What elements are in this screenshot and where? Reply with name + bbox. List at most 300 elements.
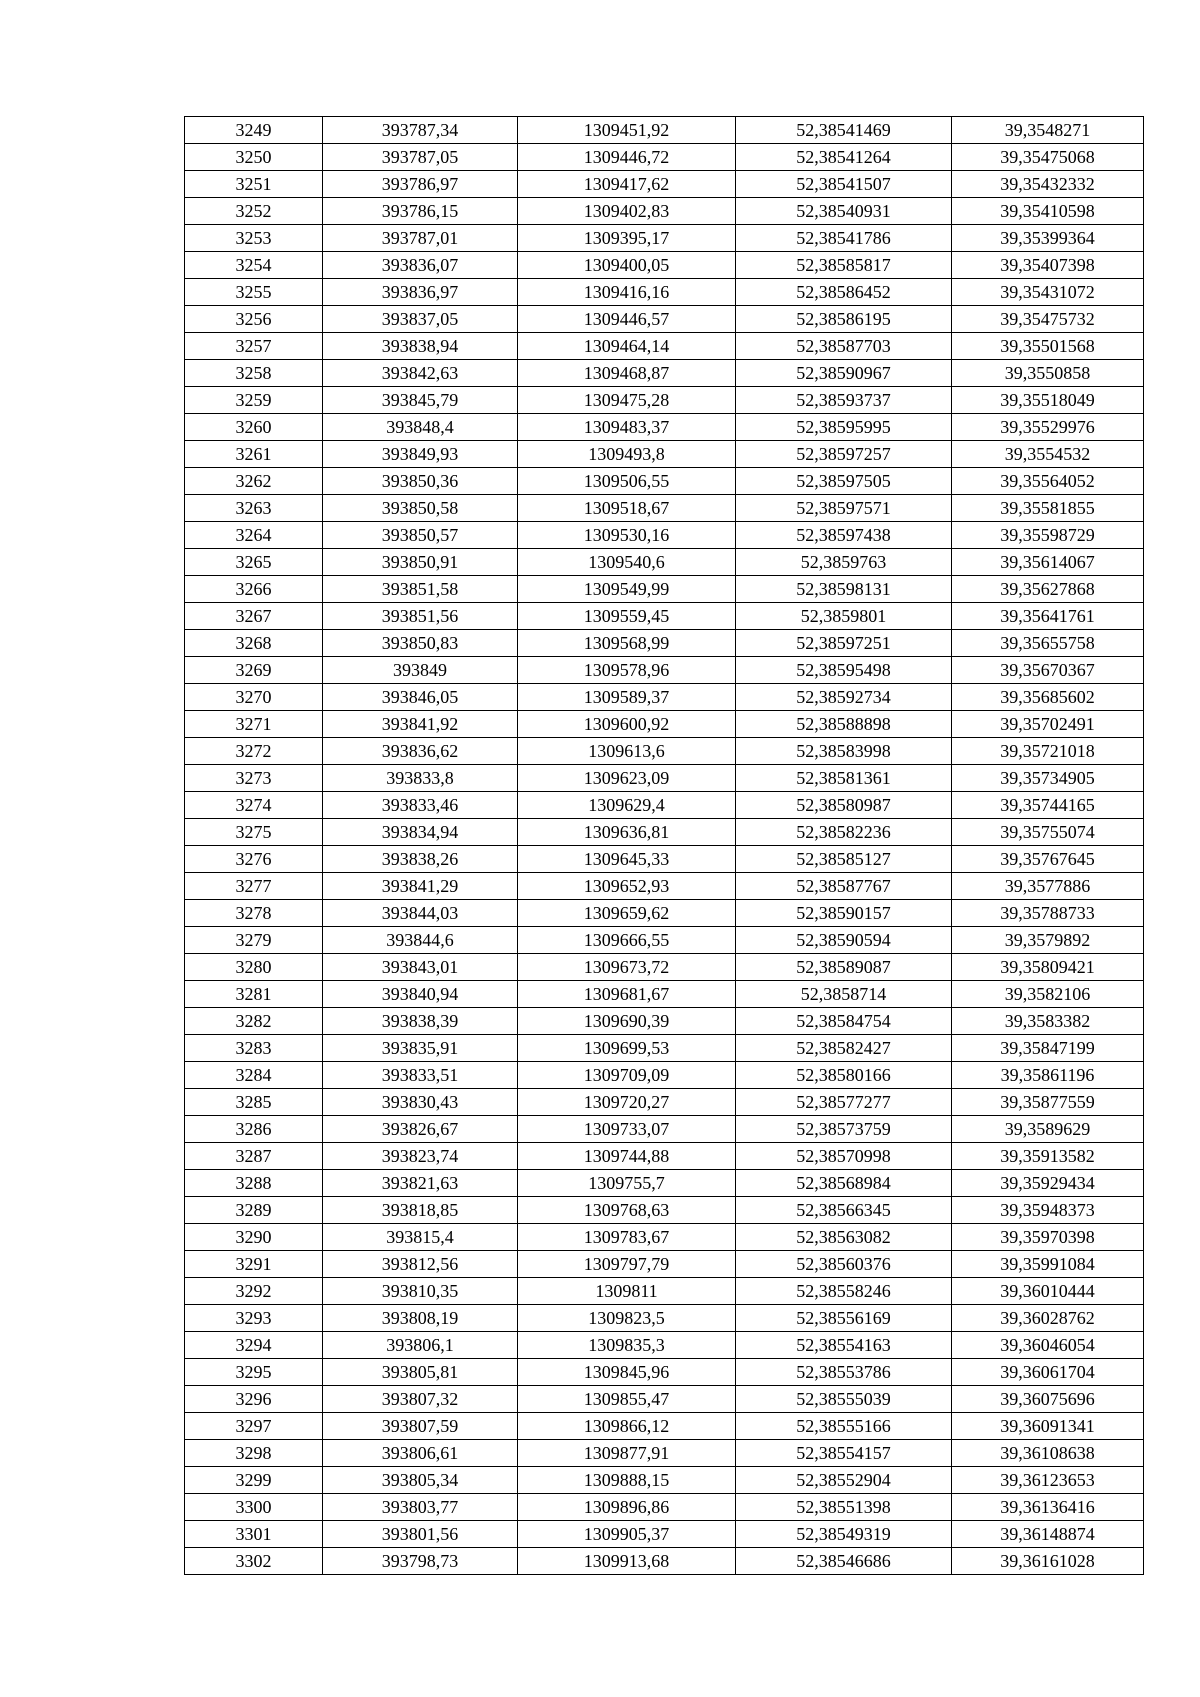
x-coordinate-cell: 393807,59: [323, 1413, 518, 1440]
point-number-cell: 3297: [185, 1413, 323, 1440]
latitude-cell: 52,38560376: [736, 1251, 952, 1278]
point-number-cell: 3265: [185, 549, 323, 576]
y-coordinate-cell: 1309530,16: [518, 522, 736, 549]
point-number-cell: 3268: [185, 630, 323, 657]
x-coordinate-cell: 393850,57: [323, 522, 518, 549]
x-coordinate-cell: 393836,97: [323, 279, 518, 306]
y-coordinate-cell: 1309629,4: [518, 792, 736, 819]
y-coordinate-cell: 1309681,67: [518, 981, 736, 1008]
x-coordinate-cell: 393823,74: [323, 1143, 518, 1170]
latitude-cell: 52,38597257: [736, 441, 952, 468]
longitude-cell: 39,36061704: [952, 1359, 1144, 1386]
y-coordinate-cell: 1309720,27: [518, 1089, 736, 1116]
latitude-cell: 52,38541507: [736, 171, 952, 198]
point-number-cell: 3253: [185, 225, 323, 252]
x-coordinate-cell: 393805,34: [323, 1467, 518, 1494]
table-row: [185, 1143, 1144, 1170]
x-coordinate-cell: 393844,03: [323, 900, 518, 927]
latitude-cell: 52,38577277: [736, 1089, 952, 1116]
latitude-cell: 52,38597571: [736, 495, 952, 522]
x-coordinate-cell: 393812,56: [323, 1251, 518, 1278]
latitude-cell: 52,38590967: [736, 360, 952, 387]
x-coordinate-cell: 393818,85: [323, 1197, 518, 1224]
table-row: [185, 414, 1144, 441]
table-row: [185, 117, 1144, 144]
point-number-cell: 3269: [185, 657, 323, 684]
table-row: [185, 279, 1144, 306]
longitude-cell: 39,3579892: [952, 927, 1144, 954]
x-coordinate-cell: 393833,51: [323, 1062, 518, 1089]
y-coordinate-cell: 1309877,91: [518, 1440, 736, 1467]
table-row: [185, 171, 1144, 198]
x-coordinate-cell: 393835,91: [323, 1035, 518, 1062]
y-coordinate-cell: 1309896,86: [518, 1494, 736, 1521]
longitude-cell: 39,3550858: [952, 360, 1144, 387]
point-number-cell: 3273: [185, 765, 323, 792]
point-number-cell: 3295: [185, 1359, 323, 1386]
latitude-cell: 52,38546686: [736, 1548, 952, 1575]
latitude-cell: 52,38583998: [736, 738, 952, 765]
longitude-cell: 39,35861196: [952, 1062, 1144, 1089]
table-row: [185, 1359, 1144, 1386]
point-number-cell: 3290: [185, 1224, 323, 1251]
y-coordinate-cell: 1309733,07: [518, 1116, 736, 1143]
latitude-cell: 52,38589087: [736, 954, 952, 981]
x-coordinate-cell: 393833,8: [323, 765, 518, 792]
longitude-cell: 39,35501568: [952, 333, 1144, 360]
y-coordinate-cell: 1309659,62: [518, 900, 736, 927]
longitude-cell: 39,36091341: [952, 1413, 1144, 1440]
x-coordinate-cell: 393851,58: [323, 576, 518, 603]
x-coordinate-cell: 393830,43: [323, 1089, 518, 1116]
longitude-cell: 39,35767645: [952, 846, 1144, 873]
y-coordinate-cell: 1309823,5: [518, 1305, 736, 1332]
table-row: [185, 792, 1144, 819]
longitude-cell: 39,35877559: [952, 1089, 1144, 1116]
point-number-cell: 3287: [185, 1143, 323, 1170]
longitude-cell: 39,36046054: [952, 1332, 1144, 1359]
table-row: [185, 495, 1144, 522]
latitude-cell: 52,38570998: [736, 1143, 952, 1170]
longitude-cell: 39,35788733: [952, 900, 1144, 927]
x-coordinate-cell: 393787,05: [323, 144, 518, 171]
longitude-cell: 39,36010444: [952, 1278, 1144, 1305]
point-number-cell: 3264: [185, 522, 323, 549]
latitude-cell: 52,38541469: [736, 117, 952, 144]
x-coordinate-cell: 393836,07: [323, 252, 518, 279]
point-number-cell: 3292: [185, 1278, 323, 1305]
point-number-cell: 3254: [185, 252, 323, 279]
latitude-cell: 52,38568984: [736, 1170, 952, 1197]
longitude-cell: 39,35581855: [952, 495, 1144, 522]
point-number-cell: 3302: [185, 1548, 323, 1575]
y-coordinate-cell: 1309506,55: [518, 468, 736, 495]
longitude-cell: 39,3554532: [952, 441, 1144, 468]
x-coordinate-cell: 393786,97: [323, 171, 518, 198]
latitude-cell: 52,38595995: [736, 414, 952, 441]
x-coordinate-cell: 393803,77: [323, 1494, 518, 1521]
longitude-cell: 39,35518049: [952, 387, 1144, 414]
point-number-cell: 3271: [185, 711, 323, 738]
latitude-cell: 52,38581361: [736, 765, 952, 792]
table-row: [185, 522, 1144, 549]
y-coordinate-cell: 1309905,37: [518, 1521, 736, 1548]
longitude-cell: 39,36161028: [952, 1548, 1144, 1575]
table-row: [185, 468, 1144, 495]
latitude-cell: 52,3859801: [736, 603, 952, 630]
x-coordinate-cell: 393851,56: [323, 603, 518, 630]
x-coordinate-cell: 393845,79: [323, 387, 518, 414]
y-coordinate-cell: 1309613,6: [518, 738, 736, 765]
longitude-cell: 39,35970398: [952, 1224, 1144, 1251]
longitude-cell: 39,35475732: [952, 306, 1144, 333]
point-number-cell: 3259: [185, 387, 323, 414]
table-row: [185, 333, 1144, 360]
longitude-cell: 39,36108638: [952, 1440, 1144, 1467]
longitude-cell: 39,36148874: [952, 1521, 1144, 1548]
longitude-cell: 39,3583382: [952, 1008, 1144, 1035]
table-row: [185, 1035, 1144, 1062]
y-coordinate-cell: 1309690,39: [518, 1008, 736, 1035]
longitude-cell: 39,36028762: [952, 1305, 1144, 1332]
point-number-cell: 3296: [185, 1386, 323, 1413]
y-coordinate-cell: 1309755,7: [518, 1170, 736, 1197]
longitude-cell: 39,35744165: [952, 792, 1144, 819]
x-coordinate-cell: 393843,01: [323, 954, 518, 981]
x-coordinate-cell: 393821,63: [323, 1170, 518, 1197]
x-coordinate-cell: 393837,05: [323, 306, 518, 333]
latitude-cell: 52,3858714: [736, 981, 952, 1008]
latitude-cell: 52,38586195: [736, 306, 952, 333]
latitude-cell: 52,38563082: [736, 1224, 952, 1251]
y-coordinate-cell: 1309866,12: [518, 1413, 736, 1440]
point-number-cell: 3277: [185, 873, 323, 900]
longitude-cell: 39,35913582: [952, 1143, 1144, 1170]
x-coordinate-cell: 393844,6: [323, 927, 518, 954]
latitude-cell: 52,38584754: [736, 1008, 952, 1035]
latitude-cell: 52,38587767: [736, 873, 952, 900]
longitude-cell: 39,3548271: [952, 117, 1144, 144]
table-row: [185, 765, 1144, 792]
point-number-cell: 3255: [185, 279, 323, 306]
latitude-cell: 52,38597505: [736, 468, 952, 495]
table-row: [185, 1008, 1144, 1035]
latitude-cell: 52,3859763: [736, 549, 952, 576]
latitude-cell: 52,38558246: [736, 1278, 952, 1305]
y-coordinate-cell: 1309451,92: [518, 117, 736, 144]
point-number-cell: 3282: [185, 1008, 323, 1035]
latitude-cell: 52,38593737: [736, 387, 952, 414]
y-coordinate-cell: 1309416,16: [518, 279, 736, 306]
y-coordinate-cell: 1309475,28: [518, 387, 736, 414]
longitude-cell: 39,35407398: [952, 252, 1144, 279]
x-coordinate-cell: 393838,39: [323, 1008, 518, 1035]
latitude-cell: 52,38554157: [736, 1440, 952, 1467]
point-number-cell: 3284: [185, 1062, 323, 1089]
point-number-cell: 3298: [185, 1440, 323, 1467]
y-coordinate-cell: 1309636,81: [518, 819, 736, 846]
point-number-cell: 3274: [185, 792, 323, 819]
x-coordinate-cell: 393787,34: [323, 117, 518, 144]
x-coordinate-cell: 393838,26: [323, 846, 518, 873]
longitude-cell: 39,36136416: [952, 1494, 1144, 1521]
point-number-cell: 3260: [185, 414, 323, 441]
point-number-cell: 3266: [185, 576, 323, 603]
latitude-cell: 52,38555039: [736, 1386, 952, 1413]
table-row: [185, 846, 1144, 873]
table-row: [185, 603, 1144, 630]
x-coordinate-cell: 393810,35: [323, 1278, 518, 1305]
x-coordinate-cell: 393826,67: [323, 1116, 518, 1143]
x-coordinate-cell: 393850,58: [323, 495, 518, 522]
y-coordinate-cell: 1309811: [518, 1278, 736, 1305]
y-coordinate-cell: 1309446,57: [518, 306, 736, 333]
table-row: [185, 306, 1144, 333]
table-row: [185, 981, 1144, 1008]
table-row: [185, 1494, 1144, 1521]
table-row: [185, 1413, 1144, 1440]
point-number-cell: 3261: [185, 441, 323, 468]
latitude-cell: 52,38587703: [736, 333, 952, 360]
y-coordinate-cell: 1309483,37: [518, 414, 736, 441]
table-row: [185, 900, 1144, 927]
latitude-cell: 52,38549319: [736, 1521, 952, 1548]
x-coordinate-cell: 393850,83: [323, 630, 518, 657]
point-number-cell: 3299: [185, 1467, 323, 1494]
latitude-cell: 52,38597438: [736, 522, 952, 549]
longitude-cell: 39,35721018: [952, 738, 1144, 765]
longitude-cell: 39,35627868: [952, 576, 1144, 603]
longitude-cell: 39,35431072: [952, 279, 1144, 306]
latitude-cell: 52,38590594: [736, 927, 952, 954]
x-coordinate-cell: 393840,94: [323, 981, 518, 1008]
y-coordinate-cell: 1309744,88: [518, 1143, 736, 1170]
table-row: [185, 225, 1144, 252]
y-coordinate-cell: 1309888,15: [518, 1467, 736, 1494]
table-row: [185, 360, 1144, 387]
y-coordinate-cell: 1309589,37: [518, 684, 736, 711]
x-coordinate-cell: 393806,1: [323, 1332, 518, 1359]
table-row: [185, 549, 1144, 576]
y-coordinate-cell: 1309417,62: [518, 171, 736, 198]
x-coordinate-cell: 393848,4: [323, 414, 518, 441]
table-row: [185, 684, 1144, 711]
point-number-cell: 3278: [185, 900, 323, 927]
longitude-cell: 39,35847199: [952, 1035, 1144, 1062]
x-coordinate-cell: 393801,56: [323, 1521, 518, 1548]
y-coordinate-cell: 1309652,93: [518, 873, 736, 900]
point-number-cell: 3276: [185, 846, 323, 873]
point-number-cell: 3288: [185, 1170, 323, 1197]
point-number-cell: 3283: [185, 1035, 323, 1062]
y-coordinate-cell: 1309709,09: [518, 1062, 736, 1089]
y-coordinate-cell: 1309518,67: [518, 495, 736, 522]
point-number-cell: 3289: [185, 1197, 323, 1224]
y-coordinate-cell: 1309645,33: [518, 846, 736, 873]
table-row: [185, 1062, 1144, 1089]
x-coordinate-cell: 393787,01: [323, 225, 518, 252]
table-body: [185, 117, 1144, 1575]
table-row: [185, 1440, 1144, 1467]
latitude-cell: 52,38566345: [736, 1197, 952, 1224]
point-number-cell: 3249: [185, 117, 323, 144]
table-row: [185, 1548, 1144, 1575]
point-number-cell: 3291: [185, 1251, 323, 1278]
table-row: [185, 1116, 1144, 1143]
table-row: [185, 711, 1144, 738]
latitude-cell: 52,38595498: [736, 657, 952, 684]
longitude-cell: 39,35564052: [952, 468, 1144, 495]
latitude-cell: 52,38573759: [736, 1116, 952, 1143]
x-coordinate-cell: 393842,63: [323, 360, 518, 387]
point-number-cell: 3279: [185, 927, 323, 954]
longitude-cell: 39,35399364: [952, 225, 1144, 252]
x-coordinate-cell: 393846,05: [323, 684, 518, 711]
longitude-cell: 39,35670367: [952, 657, 1144, 684]
y-coordinate-cell: 1309446,72: [518, 144, 736, 171]
y-coordinate-cell: 1309540,6: [518, 549, 736, 576]
longitude-cell: 39,3582106: [952, 981, 1144, 1008]
y-coordinate-cell: 1309400,05: [518, 252, 736, 279]
y-coordinate-cell: 1309568,99: [518, 630, 736, 657]
y-coordinate-cell: 1309699,53: [518, 1035, 736, 1062]
table-row: [185, 1305, 1144, 1332]
table-row: [185, 738, 1144, 765]
y-coordinate-cell: 1309797,79: [518, 1251, 736, 1278]
x-coordinate-cell: 393841,29: [323, 873, 518, 900]
table-row: [185, 1467, 1144, 1494]
latitude-cell: 52,38588898: [736, 711, 952, 738]
latitude-cell: 52,38580166: [736, 1062, 952, 1089]
table-row: [185, 1251, 1144, 1278]
table-row: [185, 927, 1144, 954]
point-number-cell: 3256: [185, 306, 323, 333]
x-coordinate-cell: 393849,93: [323, 441, 518, 468]
x-coordinate-cell: 393807,32: [323, 1386, 518, 1413]
latitude-cell: 52,38556169: [736, 1305, 952, 1332]
latitude-cell: 52,38590157: [736, 900, 952, 927]
longitude-cell: 39,35655758: [952, 630, 1144, 657]
table-row: [185, 144, 1144, 171]
longitude-cell: 39,35702491: [952, 711, 1144, 738]
y-coordinate-cell: 1309402,83: [518, 198, 736, 225]
x-coordinate-cell: 393808,19: [323, 1305, 518, 1332]
latitude-cell: 52,38541264: [736, 144, 952, 171]
point-number-cell: 3301: [185, 1521, 323, 1548]
latitude-cell: 52,38551398: [736, 1494, 952, 1521]
point-number-cell: 3272: [185, 738, 323, 765]
latitude-cell: 52,38592734: [736, 684, 952, 711]
point-number-cell: 3294: [185, 1332, 323, 1359]
point-number-cell: 3281: [185, 981, 323, 1008]
longitude-cell: 39,35598729: [952, 522, 1144, 549]
coordinates-table: [184, 116, 1144, 1575]
y-coordinate-cell: 1309783,67: [518, 1224, 736, 1251]
point-number-cell: 3285: [185, 1089, 323, 1116]
latitude-cell: 52,38540931: [736, 198, 952, 225]
table-row: [185, 873, 1144, 900]
longitude-cell: 39,3577886: [952, 873, 1144, 900]
longitude-cell: 39,35614067: [952, 549, 1144, 576]
table-row: [185, 1332, 1144, 1359]
y-coordinate-cell: 1309855,47: [518, 1386, 736, 1413]
latitude-cell: 52,38554163: [736, 1332, 952, 1359]
point-number-cell: 3280: [185, 954, 323, 981]
longitude-cell: 39,36075696: [952, 1386, 1144, 1413]
table-row: [185, 630, 1144, 657]
longitude-cell: 39,35991084: [952, 1251, 1144, 1278]
table-row: [185, 1278, 1144, 1305]
y-coordinate-cell: 1309464,14: [518, 333, 736, 360]
point-number-cell: 3300: [185, 1494, 323, 1521]
table-row: [185, 1089, 1144, 1116]
x-coordinate-cell: 393841,92: [323, 711, 518, 738]
table-row: [185, 387, 1144, 414]
x-coordinate-cell: 393833,46: [323, 792, 518, 819]
y-coordinate-cell: 1309578,96: [518, 657, 736, 684]
latitude-cell: 52,38597251: [736, 630, 952, 657]
latitude-cell: 52,38553786: [736, 1359, 952, 1386]
latitude-cell: 52,38598131: [736, 576, 952, 603]
latitude-cell: 52,38555166: [736, 1413, 952, 1440]
x-coordinate-cell: 393805,81: [323, 1359, 518, 1386]
point-number-cell: 3286: [185, 1116, 323, 1143]
x-coordinate-cell: 393806,61: [323, 1440, 518, 1467]
longitude-cell: 39,36123653: [952, 1467, 1144, 1494]
table-row: [185, 1521, 1144, 1548]
longitude-cell: 39,35755074: [952, 819, 1144, 846]
x-coordinate-cell: 393786,15: [323, 198, 518, 225]
longitude-cell: 39,35685602: [952, 684, 1144, 711]
table-row: [185, 954, 1144, 981]
longitude-cell: 39,35809421: [952, 954, 1144, 981]
x-coordinate-cell: 393838,94: [323, 333, 518, 360]
longitude-cell: 39,35641761: [952, 603, 1144, 630]
x-coordinate-cell: 393834,94: [323, 819, 518, 846]
point-number-cell: 3257: [185, 333, 323, 360]
point-number-cell: 3251: [185, 171, 323, 198]
longitude-cell: 39,35475068: [952, 144, 1144, 171]
point-number-cell: 3250: [185, 144, 323, 171]
latitude-cell: 52,38582236: [736, 819, 952, 846]
point-number-cell: 3258: [185, 360, 323, 387]
table-row: [185, 819, 1144, 846]
latitude-cell: 52,38580987: [736, 792, 952, 819]
latitude-cell: 52,38541786: [736, 225, 952, 252]
latitude-cell: 52,38585817: [736, 252, 952, 279]
y-coordinate-cell: 1309666,55: [518, 927, 736, 954]
y-coordinate-cell: 1309468,87: [518, 360, 736, 387]
x-coordinate-cell: 393798,73: [323, 1548, 518, 1575]
table-row: [185, 441, 1144, 468]
latitude-cell: 52,38582427: [736, 1035, 952, 1062]
latitude-cell: 52,38586452: [736, 279, 952, 306]
x-coordinate-cell: 393849: [323, 657, 518, 684]
longitude-cell: 39,3589629: [952, 1116, 1144, 1143]
y-coordinate-cell: 1309913,68: [518, 1548, 736, 1575]
longitude-cell: 39,35529976: [952, 414, 1144, 441]
table-row: [185, 198, 1144, 225]
y-coordinate-cell: 1309559,45: [518, 603, 736, 630]
longitude-cell: 39,35410598: [952, 198, 1144, 225]
x-coordinate-cell: 393815,4: [323, 1224, 518, 1251]
point-number-cell: 3267: [185, 603, 323, 630]
y-coordinate-cell: 1309549,99: [518, 576, 736, 603]
table-row: [185, 252, 1144, 279]
point-number-cell: 3270: [185, 684, 323, 711]
longitude-cell: 39,35432332: [952, 171, 1144, 198]
y-coordinate-cell: 1309768,63: [518, 1197, 736, 1224]
